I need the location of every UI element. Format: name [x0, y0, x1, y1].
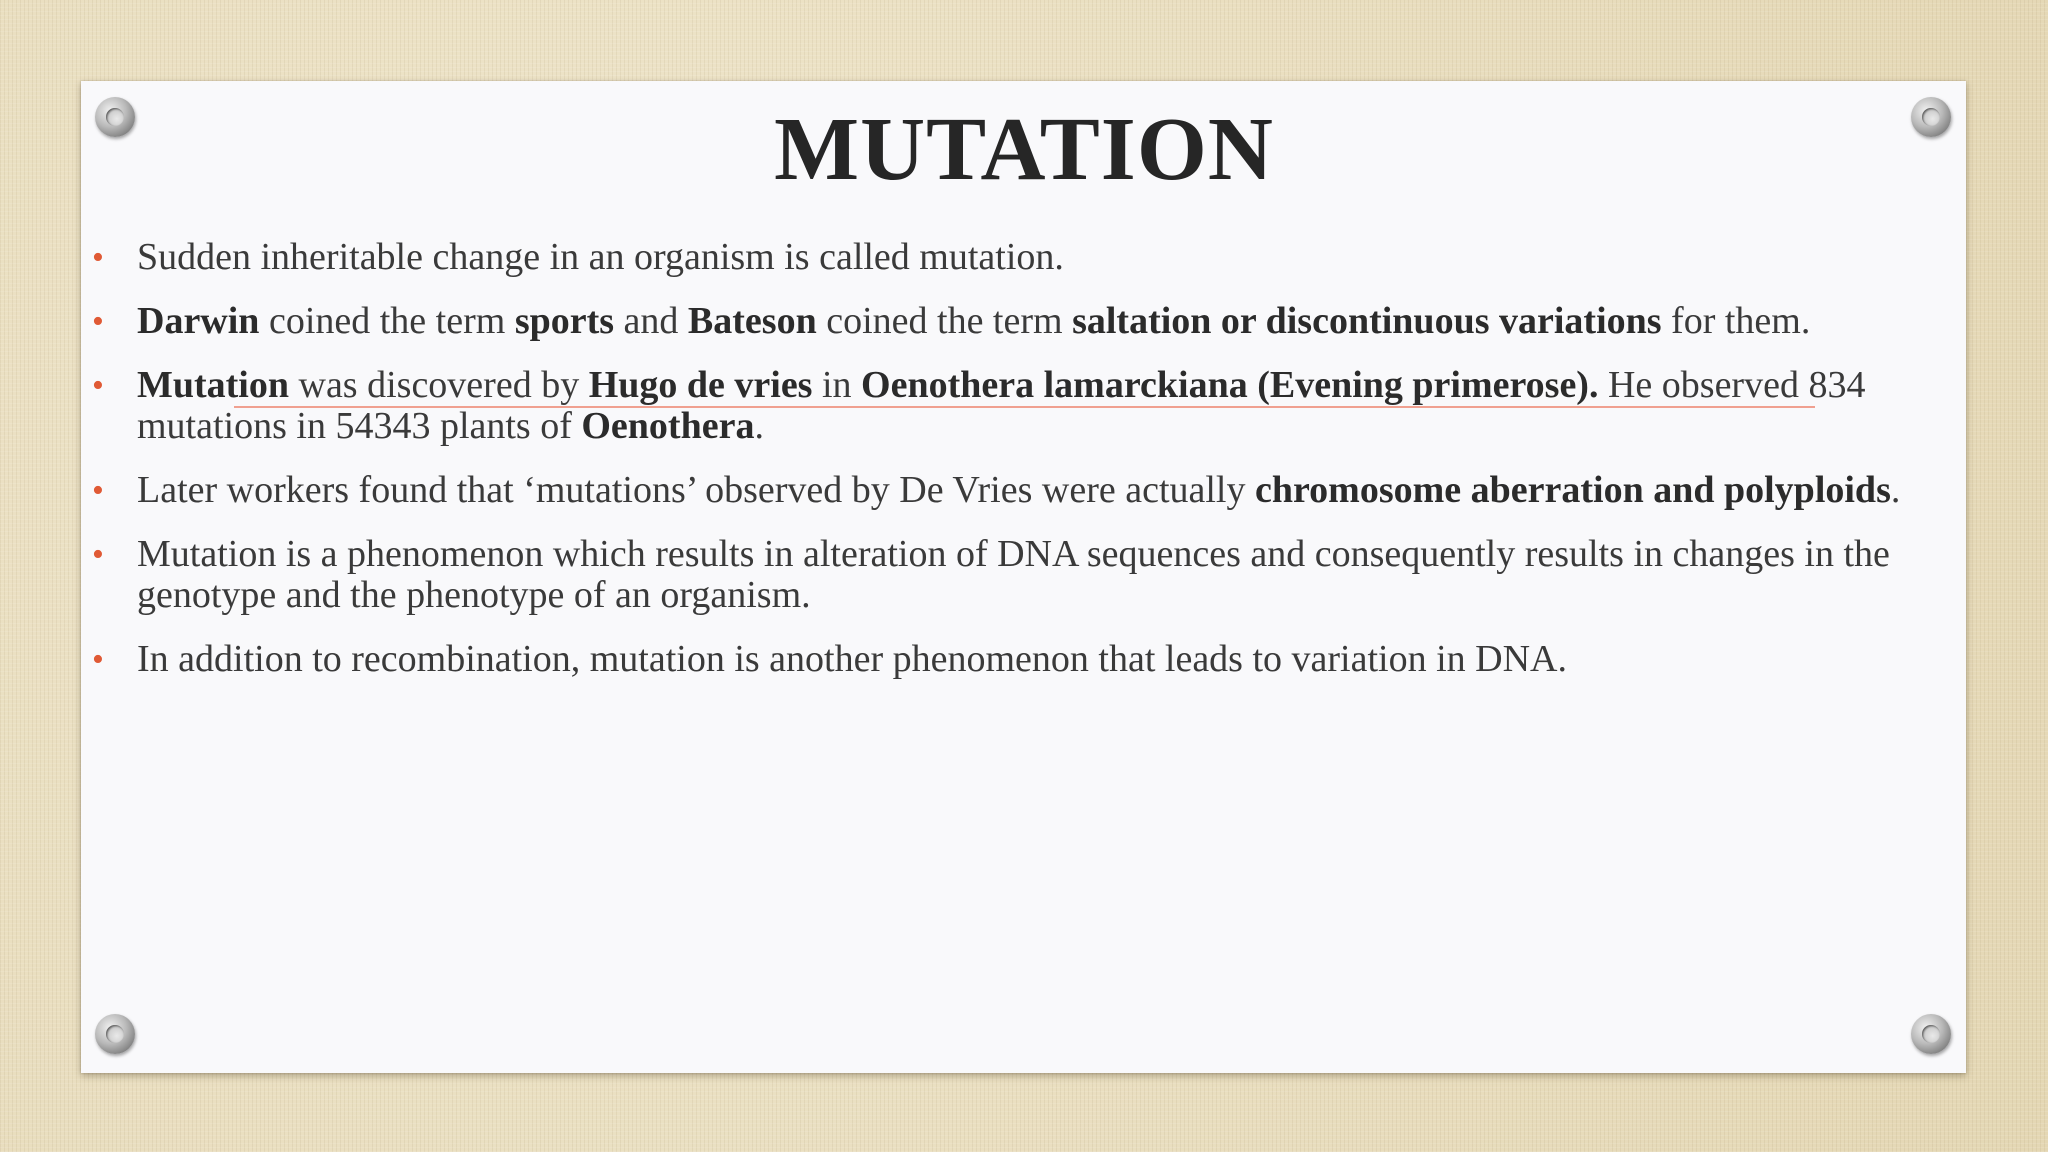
- bullet-text: and: [614, 300, 688, 342]
- bullet-text-bold: Bateson: [687, 300, 817, 342]
- bullet-text: .: [754, 405, 764, 447]
- bullet-dot-icon: •: [92, 303, 104, 340]
- bullet-list: [92, 236, 1907, 703]
- bullet-text-bold: Oenothera lamarckiana (Evening primerose).: [861, 364, 1599, 406]
- bullet-text: In addition to recombination, mutation is another phenomenon that leads to variation in DNA.: [137, 638, 1567, 680]
- slide-title: MUTATION: [774, 100, 1274, 199]
- bullet-text: Later workers found that ‘mutations’ observed by De Vries were actually: [137, 469, 1255, 511]
- bullet-text: in: [812, 364, 862, 406]
- bullet-item: [92, 638, 1907, 680]
- bullet-item: [92, 364, 1907, 447]
- bullet-text-bold: Mutation: [137, 364, 289, 406]
- bullet-text: coined the term: [259, 300, 515, 342]
- bullet-dot-icon: •: [92, 641, 104, 678]
- bullet-text: .: [1890, 469, 1901, 511]
- bullet-text-bold: sports: [514, 300, 615, 342]
- grommet-bottom-right-icon: [1911, 1014, 1951, 1054]
- bullet-text: He observed 834 mutations in 54343 plants of: [137, 364, 1866, 447]
- bullet-dot-icon: •: [92, 367, 104, 404]
- bullet-item: [92, 533, 1907, 616]
- bullet-text-bold: Darwin: [137, 300, 260, 342]
- bullet-text: for them.: [1661, 300, 1811, 342]
- bullet-text-bold: Oenothera: [581, 405, 755, 447]
- bullet-text-bold: Hugo de vries: [588, 364, 813, 406]
- bullet-text: coined the term: [816, 300, 1073, 342]
- bullet-dot-icon: •: [92, 239, 104, 276]
- bullet-dot-icon: •: [92, 536, 104, 573]
- bullet-item: [92, 236, 1907, 278]
- bullet-text: Sudden inheritable change in an organism is called mutation.: [137, 236, 1064, 278]
- bullet-text-bold: chromosome aberration and polyploids: [1255, 469, 1891, 511]
- bullet-dot-icon: •: [92, 472, 104, 509]
- bullet-item: [92, 300, 1907, 342]
- bullet-text: was discovered by: [289, 364, 589, 406]
- bullet-text-bold: saltation or discontinuous variations: [1072, 300, 1662, 342]
- bullet-item: [92, 469, 1907, 511]
- grommet-bottom-left-icon: [95, 1014, 135, 1054]
- bullet-text: Mutation is a phenomenon which results in alteration of DNA sequences and consequently results in changes in the genotype and the phenotype of an organism.: [137, 533, 1890, 616]
